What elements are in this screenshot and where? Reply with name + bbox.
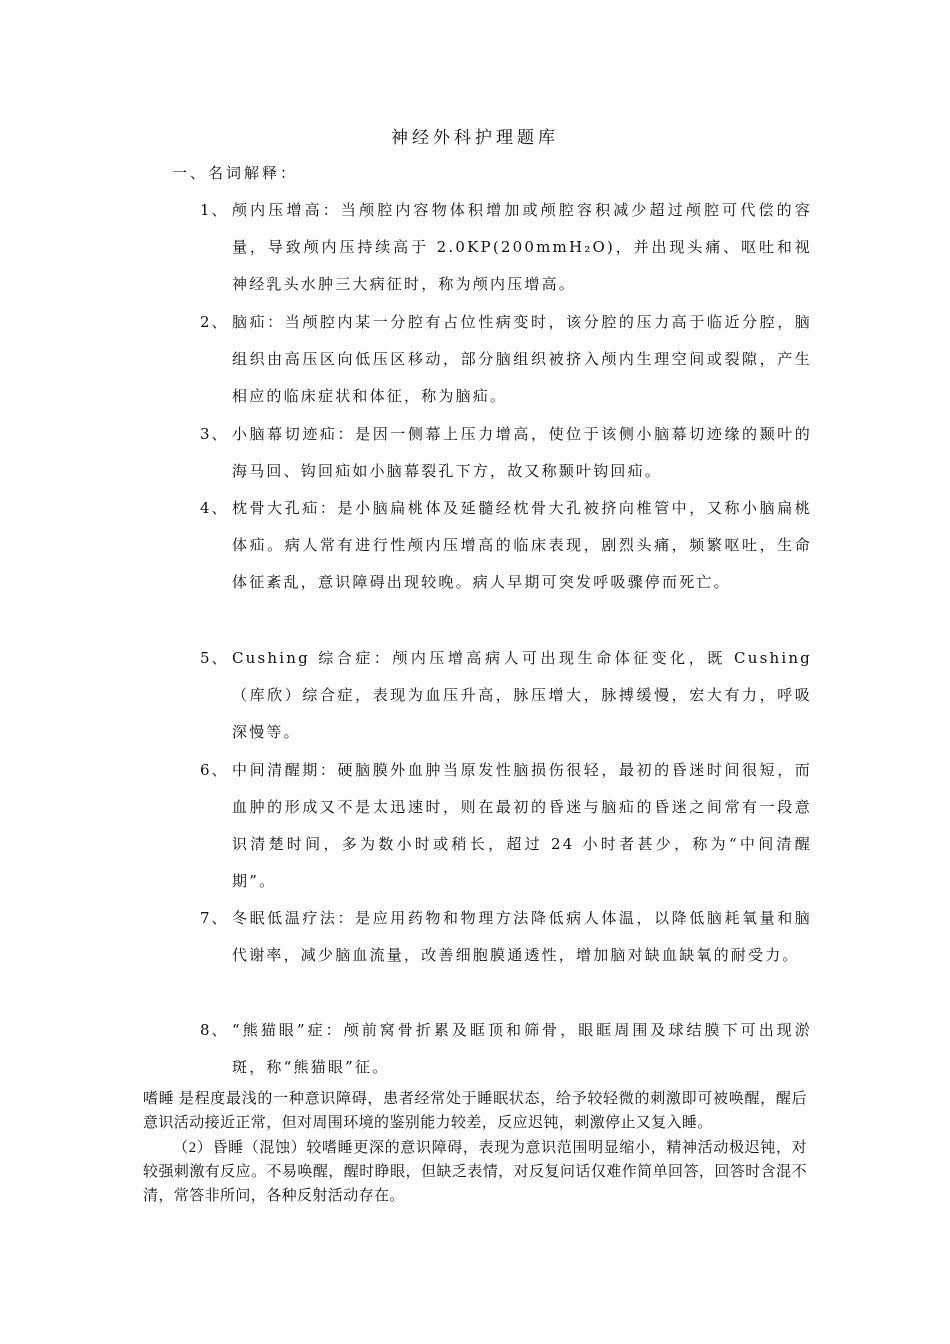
item-text: 中间清醒期：硬脑膜外血肿当原发性脑损伤很轻，最初的昏迷时间很短，而血肿的形成又不是太迅速时，则在最初的昏迷与脑疝的昏迷之间常有一段意识清楚时间，多为数小时或稍长，超过 24 小时者甚少，称为“中间清醒期”。 [232, 761, 812, 890]
item-text: 小脑幕切迹疝：是因一侧幕上压力增高，使位于该侧小脑幕切迹缘的颞叶的海马回、钩回疝如小脑幕裂孔下方，故又称颞叶钩回疝。 [232, 425, 812, 480]
item-number: 2、 [200, 313, 229, 331]
definition-item-2 [200, 304, 812, 415]
item-text: 枕骨大孔疝：是小脑扁桃体及延髓经枕骨大孔被挤向椎管中，又称小脑扁桃体疝。病人常有进行性颅内压增高的临床表现，剧烈头痛，频繁呕吐，生命体征紊乱，意识障碍出现较晚。病人早期可突发呼吸骤停而死亡。 [232, 499, 812, 591]
item-text: Cushing 综合症：颅内压增高病人可出现生命体征变化，既 Cushing（库欣）综合症，表现为血压升高，脉压增大，脉搏缓慢，宏大有力，呼吸深慢等。 [232, 649, 812, 741]
item-text: 冬眠低温疗法：是应用药物和物理方法降低病人体温，以降低脑耗氧量和脑代谢率，减少脑血流量，改善细胞膜通透性，增加脑对缺血缺氧的耐受力。 [232, 909, 812, 964]
paragraph-stupor: （2）昏睡（混蚀）较嗜睡更深的意识障碍，表现为意识范围明显缩小，精神活动极迟钝，对较强刺激有反应。不易唤醒，醒时睁眼，但缺乏表情，对反复问话仅难作简单回答，回答时含混不清，常答非所问，各种反射活动存在。 [143, 1140, 807, 1204]
item-text: “熊猫眼”症：颅前窝骨折累及眶顶和筛骨，眼眶周围及球结膜下可出现淤斑，称“熊猫眼”征。 [232, 1021, 812, 1076]
definition-item-6 [200, 752, 812, 900]
item-number: 7、 [200, 909, 229, 927]
item-number: 1、 [200, 201, 229, 219]
definition-item-3 [200, 416, 812, 490]
item-text: 颅内压增高：当颅腔内容物体积增加或颅腔容积减少超过颅腔可代偿的容量，导致颅内压持续高于 2.0KP(200mmH₂O)，并出现头痛、呕吐和视神经乳头水肿三大病征时，称为颅内压增高。 [232, 201, 812, 293]
definition-item-7 [200, 900, 812, 974]
item-text: 脑疝：当颅腔内某一分腔有占位性病变时，该分腔的压力高于临近分腔，脑组织由高压区向低压区移动，部分脑组织被挤入颅内生理空间或裂隙，产生相应的临床症状和体征，称为脑疝。 [232, 313, 812, 405]
definition-item-8 [200, 1012, 812, 1086]
page-title: 神经外科护理题库 [391, 128, 559, 148]
item-number: 4、 [200, 499, 229, 517]
definition-item-5 [200, 640, 812, 751]
item-number: 3、 [200, 425, 229, 443]
item-number: 8、 [200, 1021, 229, 1039]
definition-item-1 [200, 192, 812, 303]
item-number: 6、 [200, 761, 229, 779]
definition-item-4 [200, 490, 812, 601]
paragraph-somnolence: 嗜睡 是程度最浅的一种意识障碍，患者经常处于睡眠状态，给予较轻微的刺激即可被唤醒，醒后意识活动接近正常，但对周围环境的鉴别能力较差，反应迟钝，刺激停止又复入睡。 [143, 1091, 807, 1131]
item-number: 5、 [200, 649, 229, 667]
section-heading: 一、名词解释： [172, 164, 299, 182]
